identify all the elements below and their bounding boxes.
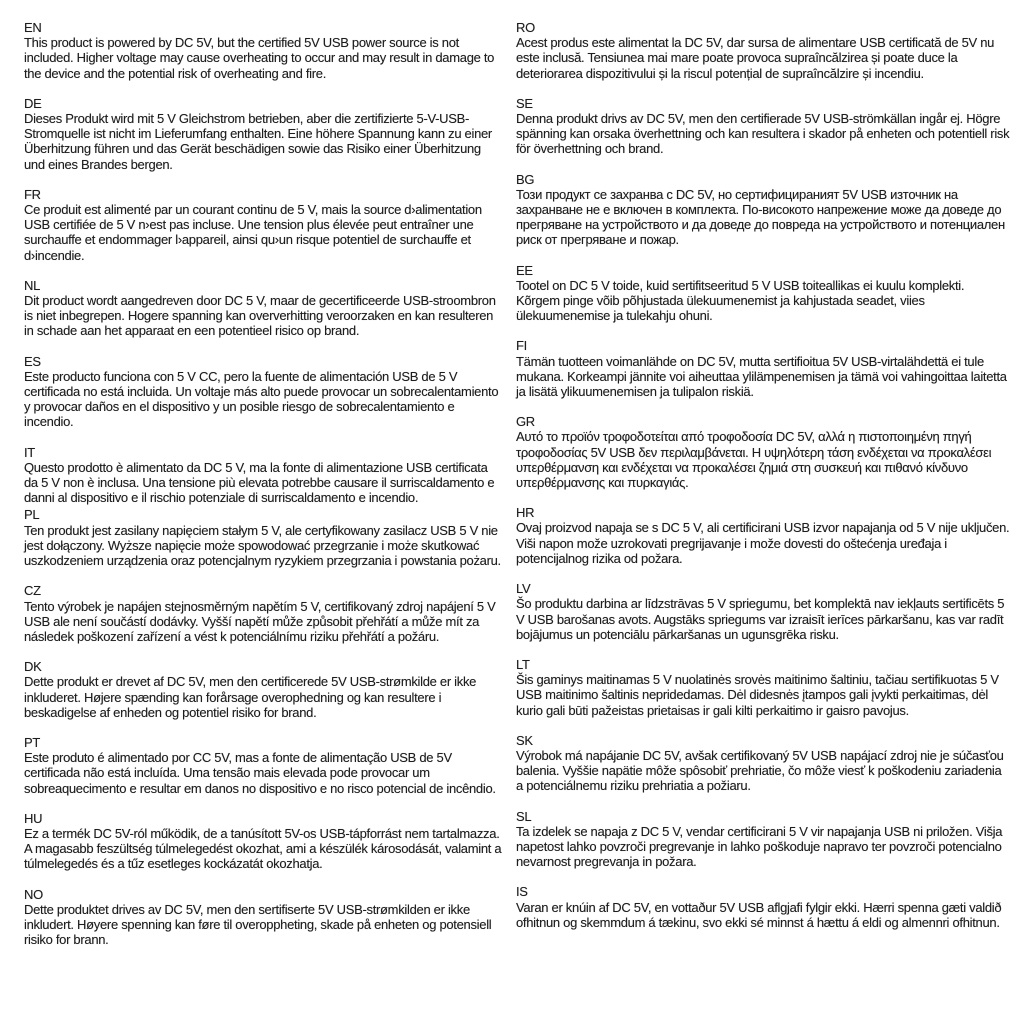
lang-block-pt bbox=[24, 735, 504, 796]
lang-text-it: Questo prodotto è alimentato da DC 5 V, ma la fonte di alimentazione USB certificata da 5 V non è inclusa. Una tensione più elevata potrebbe causare il surriscaldamento e danni al dispositivo e il rischio potenziale di surriscaldamento e incendio. bbox=[24, 459, 495, 506]
lang-text-ee: Tootel on DC 5 V toide, kuid sertifitseeritud 5 V USB toiteallikas ei kuulu komplekti. Kõrgem pinge võib põhjustada ülekuumenemist ja kahjustada seadet, viies ülekuumenemise ja tulekahju ohuni. bbox=[516, 277, 965, 324]
lang-block-is bbox=[516, 884, 1010, 930]
lang-text-no: Dette produktet drives av DC 5V, men den sertifiserte 5V USB-strømkilden er ikke inkludert. Høyere spenning kan føre til overoppheting, skade på enheten og potensiell risiko for brann. bbox=[24, 901, 492, 948]
lang-block-dk bbox=[24, 659, 504, 720]
lang-code-pt: PT bbox=[24, 734, 41, 750]
lang-block-bg bbox=[516, 172, 1010, 248]
lang-code-se: SE bbox=[516, 95, 533, 111]
lang-code-sl: SL bbox=[516, 808, 532, 824]
lang-block-fi bbox=[516, 338, 1010, 399]
lang-code-hr: HR bbox=[516, 505, 535, 521]
lang-block-it bbox=[24, 445, 504, 506]
lang-text-lt: Šis gaminys maitinamas 5 V nuolatinės srovės maitinimo šaltiniu, tačiau sertifikuotas 5 V USB maitinimo šaltinis nepridedamas. Dėl didesnės įtampos gali įvykti perkaitimas, dėl kurio gali būti pažeistas prietaisas ir gali kilti perkaitimo ir gaisro pavojus. bbox=[516, 672, 999, 718]
lang-text-cz: Tento výrobek je napájen stejnosměrným napětím 5 V, certifikovaný zdroj napájení 5 V USB ale není součástí dodávky. Vyšší napětí může způsobit přehřátí a může mít za následek poškození zařízení a vést k potenciálnímu riziku přehřátí a požáru. bbox=[24, 598, 496, 644]
lang-code-sk: SK bbox=[516, 732, 533, 748]
lang-text-ro: Acest produs este alimentat la DC 5V, dar sursa de alimentare USB certificată de 5V nu este inclusă. Tensiunea mai mare poate provoca supraîncălzirea și poate duce la deteriorarea dispozitivului și la riscul potențial de supraîncălzire și incendiu. bbox=[516, 35, 995, 81]
lang-block-ee bbox=[516, 263, 1010, 324]
lang-text-pt: Este produto é alimentado por CC 5V, mas a fonte de alimentação USB de 5V certificada não está incluída. Uma tensão mais elevada pode provocar um sobreaquecimento e resultar em danos no dispositivo e no risco potencial de incêndio. bbox=[24, 750, 496, 796]
lang-code-pl: PL bbox=[24, 507, 40, 523]
lang-code-cz: CZ bbox=[24, 583, 41, 599]
lang-code-de: DE bbox=[24, 95, 42, 111]
lang-code-no: NO bbox=[24, 886, 43, 902]
lang-block-sk bbox=[516, 733, 1010, 794]
lang-code-it: IT bbox=[24, 444, 35, 460]
lang-block-pl bbox=[24, 507, 504, 568]
lang-code-dk: DK bbox=[24, 659, 42, 675]
lang-code-ro: RO bbox=[516, 20, 535, 35]
lang-block-nl bbox=[24, 278, 504, 339]
lang-code-hu: HU bbox=[24, 810, 43, 826]
lang-code-lt: LT bbox=[516, 656, 530, 672]
lang-code-ee: EE bbox=[516, 262, 533, 278]
lang-block-hr bbox=[516, 505, 1010, 566]
lang-block-lt bbox=[516, 657, 1010, 718]
lang-text-gr: Αυτό το προϊόν τροφοδοτείται από τροφοδοσία DC 5V, αλλά η πιστοποιημένη πηγή τροφοδοσίας 5V USB δεν περιλαμβάνεται. Η υψηλότερη τάση ενδέχεται να προκαλέσει υπερθέρμανση και ενδέχεται να προκαλέσει ζημιά στη συσκευή και πιθανό κίνδυνο υπερθέρμανσης και πυρκαγιάς. bbox=[516, 429, 992, 491]
lang-block-gr bbox=[516, 414, 1010, 490]
lang-text-fr: Ce produit est alimenté par un courant continu de 5 V, mais la source d›alimentation USB certifiée de 5 V n›est pas incluse. Une tension plus élevée peut entraîner une surchauffe et endommager l›appareil, ainsi qu›un risque potentiel de surchauffe et d›incendie. bbox=[24, 202, 482, 263]
lang-block-se bbox=[516, 96, 1010, 157]
lang-code-lv: LV bbox=[516, 581, 531, 597]
lang-block-hu bbox=[24, 811, 504, 872]
lang-text-fi: Tämän tuotteen voimanlähde on DC 5V, mutta sertifioitua 5V USB-virtalähdettä ei tule mukana. Korkeampi jännite voi aiheuttaa ylilämpenemisen ja tämä voi vahingoittaa laitetta ja lisätä ylikuumenemisen ja tulipalon riskiä. bbox=[516, 353, 1007, 400]
lang-code-gr: GR bbox=[516, 414, 535, 430]
lang-text-lv: Šo produktu darbina ar līdzstrāvas 5 V spriegumu, bet komplektā nav iekļauts sertificēts 5 V USB barošanas avots. Augstāks spriegums var izraisīt ierīces pārkaršanu, kas var radīt bojājumus un potenciālu pārkaršanas un ugunsgrēka risku. bbox=[516, 596, 1005, 642]
lang-code-en: EN bbox=[24, 20, 42, 35]
lang-block-fr bbox=[24, 187, 504, 263]
lang-block-de bbox=[24, 96, 504, 172]
lang-code-nl: NL bbox=[24, 277, 41, 293]
lang-text-sk: Výrobok má napájanie DC 5V, avšak certifikovaný 5V USB napájací zdroj nie je súčasťou balenia. Vyššie napätie môže spôsobiť prehriatie, čo môže viesť k poškodeniu zariadenia a potenciálnemu riziku prehriatia a požiaru. bbox=[516, 747, 1004, 794]
column-left bbox=[24, 20, 504, 962]
lang-code-is: IS bbox=[516, 884, 528, 900]
lang-code-fi: FI bbox=[516, 338, 527, 354]
lang-block-no bbox=[24, 887, 504, 948]
lang-block-ro bbox=[516, 20, 1010, 81]
lang-text-nl: Dit product wordt aangedreven door DC 5 V, maar de gecertificeerde USB-stroombron is niet inbegrepen. Hogere spanning kan oververhitting veroorzaken en kan resulteren in schade aan het apparaat en een potentieel risico op brand. bbox=[24, 293, 496, 339]
lang-block-en bbox=[24, 20, 504, 81]
lang-text-pl: Ten produkt jest zasilany napięciem stałym 5 V, ale certyfikowany zasilacz USB 5 V nie jest dołączony. Wyższe napięcie może spowodować przegrzanie i może skutkować uszkodzeniem urządzenia oraz potencjalnym ryzykiem przegrzania i powstania pożaru. bbox=[24, 522, 501, 569]
column-right bbox=[516, 20, 1010, 962]
lang-code-bg: BG bbox=[516, 171, 535, 187]
lang-text-hu: Ez a termék DC 5V-ról működik, de a tanúsított 5V-os USB-tápforrást nem tartalmazza. A magasabb feszültség túlmelegedést okozhat, ami a készülék károsodását, valamint a túlmelegedés és a tűz esetleges kockázatát okozhatja. bbox=[24, 825, 502, 872]
lang-block-lv bbox=[516, 581, 1010, 642]
lang-block-sl bbox=[516, 809, 1010, 870]
lang-text-dk: Dette produkt er drevet af DC 5V, men den certificerede 5V USB-strømkilde er ikke inkluderet. Højere spænding kan forårsage overophedning og kan resultere i beskadigelse af enheden og potentiel risiko for brand. bbox=[24, 674, 477, 720]
lang-code-fr: FR bbox=[24, 186, 41, 202]
lang-text-bg: Този продукт се захранва с DC 5V, но сертифицираният 5V USB източник на захранване не е включен в комплекта. По-високото напрежение може да доведе до прегряване на устройството и да доведе до повреда на устройството и потенциален риск от прегряване и пожар. bbox=[516, 186, 1005, 248]
lang-text-es: Este producto funciona con 5 V CC, pero la fuente de alimentación USB de 5 V certificada no está incluida. Un voltaje más alto puede provocar un sobrecalentamiento y provocar daños en el dispositivo y un posible riesgo de sobrecalentamiento e incendio. bbox=[24, 368, 499, 430]
lang-text-en: This product is powered by DC 5V, but the certified 5V USB power source is not included. Higher voltage may cause overheating to occur and may result in damage to the device and the potential risk of overheating and fire. bbox=[24, 35, 495, 81]
lang-text-de: Dieses Produkt wird mit 5 V Gleichstrom betrieben, aber die zertifizierte 5-V-USB-Stromquelle ist nicht im Lieferumfang enthalten. Eine höhere Spannung kann zu einer Überhitzung führen und das Gerät beschädigen sowie das Risiko einer Überhitzung und eines Brandes bergen. bbox=[24, 111, 492, 172]
lang-code-es: ES bbox=[24, 353, 41, 369]
lang-text-se: Denna produkt drivs av DC 5V, men den certifierade 5V USB-strömkällan ingår ej. Högre spänning kan orsaka överhettning och kan resultera i skador på enheten och potentiell risk för överhettning och brand. bbox=[516, 111, 1010, 157]
lang-text-is: Varan er knúin af DC 5V, en vottaður 5V USB aflgjafi fylgir ekki. Hærri spenna gæti valdið ofhitnun og skemmdum á tækinu, svo ekki sé minnst á hættu á eldi og almennri ofhitnun. bbox=[516, 899, 1002, 930]
lang-block-cz bbox=[24, 583, 504, 644]
lang-text-sl: Ta izdelek se napaja z DC 5 V, vendar certificirani 5 V vir napajanja USB ni priložen. Višja napetost lahko povzroči pregrevanje in lahko poškoduje napravo ter povzroči potencialno nevarnost pregrevanja in požara. bbox=[516, 823, 1003, 870]
lang-text-hr: Ovaj proizvod napaja se s DC 5 V, ali certificirani USB izvor napajanja od 5 V nije uključen. Viši napon može uzrokovati pregrijavanje i može dovesti do oštećenja uređaja i potencijalnog rizika od požara. bbox=[516, 520, 1010, 566]
lang-block-es bbox=[24, 354, 504, 430]
